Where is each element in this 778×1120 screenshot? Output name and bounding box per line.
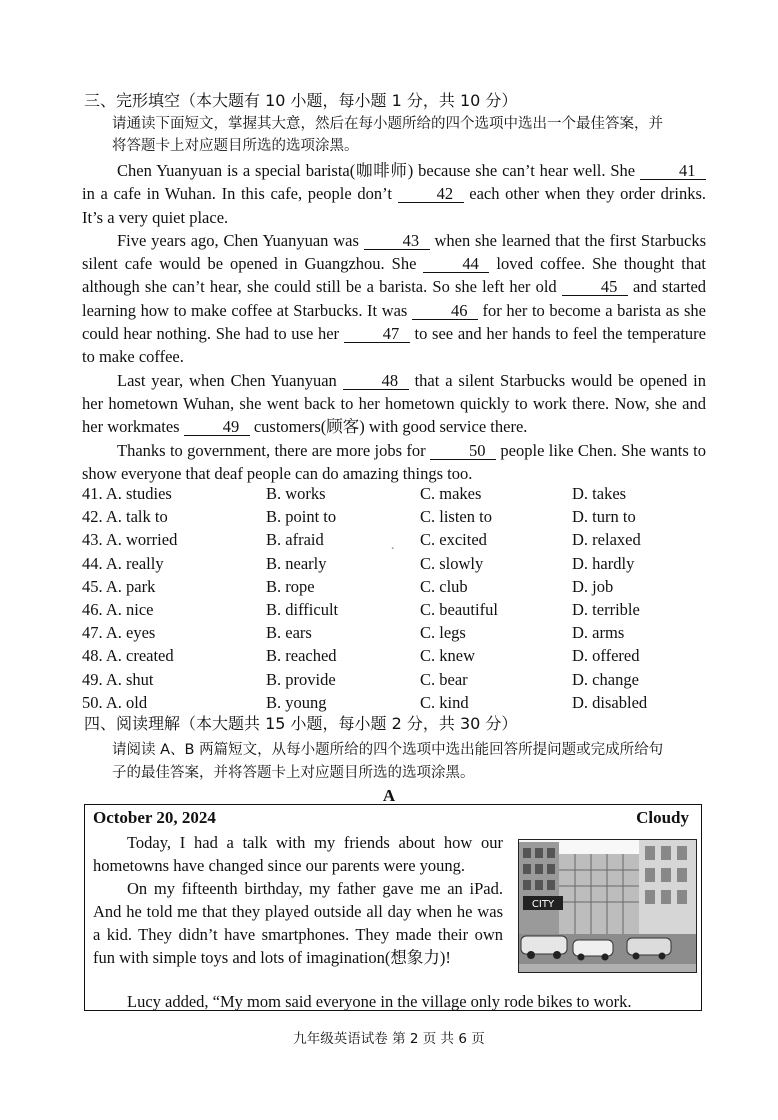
stray-mark: ˋ — [391, 547, 395, 558]
option-d: D. change — [572, 669, 639, 689]
section4-instruction — [112, 739, 712, 785]
option-c: C. makes — [420, 484, 482, 503]
blank-50: 50 — [430, 442, 496, 460]
option-a: 49. A. shut — [82, 669, 154, 689]
diary-paragraph-2: On my fifteenth birthday, my father gave me an iPad. And he told me that they played outside all day when he was a kid. They didn’t have smartphones. They made their own fun with simple toys and lots of imagination(想象力)! — [93, 879, 503, 967]
option-row — [82, 530, 722, 553]
blank-44: 44 — [423, 255, 489, 273]
passage-label: A — [382, 786, 396, 805]
section3-instruction-line1: 请通读下面短文，掌握其大意，然后在每小题所给的四个选项中选出一个最佳答案，并 — [112, 116, 663, 132]
option-a: 46. A. nice — [82, 599, 154, 619]
blank-46: 46 — [412, 302, 478, 320]
option-d: D. offered — [572, 646, 640, 666]
option-d: D. relaxed — [572, 530, 641, 550]
option-c: C. beautiful — [420, 599, 498, 619]
option-row — [82, 600, 722, 623]
option-c: C. legs — [420, 623, 466, 643]
option-b: B. young — [266, 692, 327, 712]
diary-weather: Cloudy — [636, 808, 689, 827]
blank-47: 47 — [344, 325, 410, 343]
cloze-paragraph-1: Chen Yuanyuan is a special barista(咖啡师) because she can’t hear well. She 41 in a cafe in Wuhan. In this cafe, people don’t 42 each other when they order drinks. It’s a very quiet place. — [82, 161, 707, 227]
option-row — [82, 577, 722, 600]
section3-title: 三、完形填空（本大题有 10 小题，每小题 1 分，共 10 分） — [84, 91, 518, 110]
option-row — [82, 670, 722, 693]
option-c: C. knew — [420, 646, 475, 666]
option-d: D. terrible — [572, 599, 640, 619]
option-a: 45. A. park — [82, 576, 156, 596]
option-row — [82, 554, 722, 577]
section4-title: 四、阅读理解（本大题共 15 小题，每小题 2 分，共 30 分） — [84, 714, 518, 733]
diary-text — [93, 831, 503, 969]
option-c: C. slowly — [420, 553, 484, 573]
option-row — [82, 484, 722, 507]
option-b: B. rope — [266, 576, 315, 596]
option-b: B. provide — [266, 669, 336, 689]
diary-date: October 20, 2024 — [93, 808, 216, 827]
option-d: D. job — [572, 576, 614, 596]
option-b: B. reached — [266, 646, 337, 666]
option-c: C. kind — [420, 692, 469, 712]
option-c: C. listen to — [420, 507, 492, 527]
option-a: 47. A. eyes — [82, 623, 156, 643]
blank-49: 49 — [184, 418, 250, 436]
option-b: B. afraid — [266, 530, 324, 550]
option-d: D. takes — [572, 484, 627, 503]
section3-instruction-line2: 将答题卡上对应题目所选的选项涂黑。 — [112, 138, 359, 154]
option-row — [82, 507, 722, 530]
option-row — [82, 646, 722, 669]
cloze-passage — [82, 159, 706, 485]
blank-45: 45 — [562, 278, 628, 296]
option-d: D. arms — [572, 623, 625, 643]
cloze-paragraph-3: Last year, when Chen Yuanyuan 48 that a silent Starbucks would be opened in her hometown Wuhan, she went back to her hometown quickly to work there. Now, she and her workmates 49 customers(顾客) with good service there. — [82, 370, 706, 437]
option-a: 50. A. old — [82, 692, 148, 712]
blank-42: 42 — [398, 185, 464, 203]
option-a: 43. A. worried — [82, 530, 178, 550]
diary-paragraph-1: Today, I had a talk with my friends about how our hometowns have changed since our parents were young. — [93, 833, 503, 875]
option-b: B. works — [266, 484, 326, 503]
option-a: 41. A. studies — [82, 484, 172, 503]
option-a: 42. A. talk to — [82, 507, 168, 527]
cloze-paragraph-2: Five years ago, Chen Yuanyuan was 43 when she learned that the first Starbucks silent cafe would be opened in Guangzhou. She 44 loved coffee. She thought that although she can’t hear, she could still be a barista. So she left her old 45 and started learning how to make coffee at Starbucks. It was 46 for her to become a barista as she could hear nothing. She had to use her 47 to see and her hands to feel the temperature to make coffee. — [82, 230, 707, 367]
blank-48: 48 — [343, 372, 409, 390]
option-d: D. hardly — [572, 553, 635, 573]
blank-43: 43 — [364, 232, 430, 250]
page-footer: 九年级英语试卷 第 2 页 共 6 页 — [293, 1031, 485, 1047]
option-c: C. excited — [420, 530, 487, 550]
svg-text:CITY: CITY — [531, 899, 555, 910]
option-c: C. bear — [420, 669, 468, 689]
cloze-options — [82, 484, 722, 716]
diary-paragraph-3: Lucy added, “My mom said everyone in the village only rode bikes to work. — [127, 992, 632, 1011]
option-a: 44. A. really — [82, 553, 164, 573]
street-photo — [518, 839, 697, 973]
cloze-paragraph-4: Thanks to government, there are more jobs for 50 people like Chen. She wants to show everyone that deaf people can do amazing things too. — [82, 440, 707, 483]
blank-41: 41 — [640, 162, 706, 180]
option-b: B. point to — [266, 507, 337, 527]
option-row — [82, 623, 722, 646]
option-d: D. turn to — [572, 507, 636, 527]
section4-instruction-line2: 子的最佳答案，并将答题卡上对应题目所选的选项涂黑。 — [112, 765, 475, 781]
option-c: C. club — [420, 576, 468, 596]
option-d: D. disabled — [572, 692, 648, 712]
option-a: 48. A. created — [82, 646, 174, 666]
section4-instruction-line1: 请阅读 A、B 两篇短文，从每小题所给的四个选项中选出能回答所提问题或完成所给句 — [112, 742, 664, 758]
option-b: B. ears — [266, 623, 312, 643]
option-b: B. difficult — [266, 599, 339, 619]
option-b: B. nearly — [266, 553, 327, 573]
diary-box — [84, 804, 702, 1011]
